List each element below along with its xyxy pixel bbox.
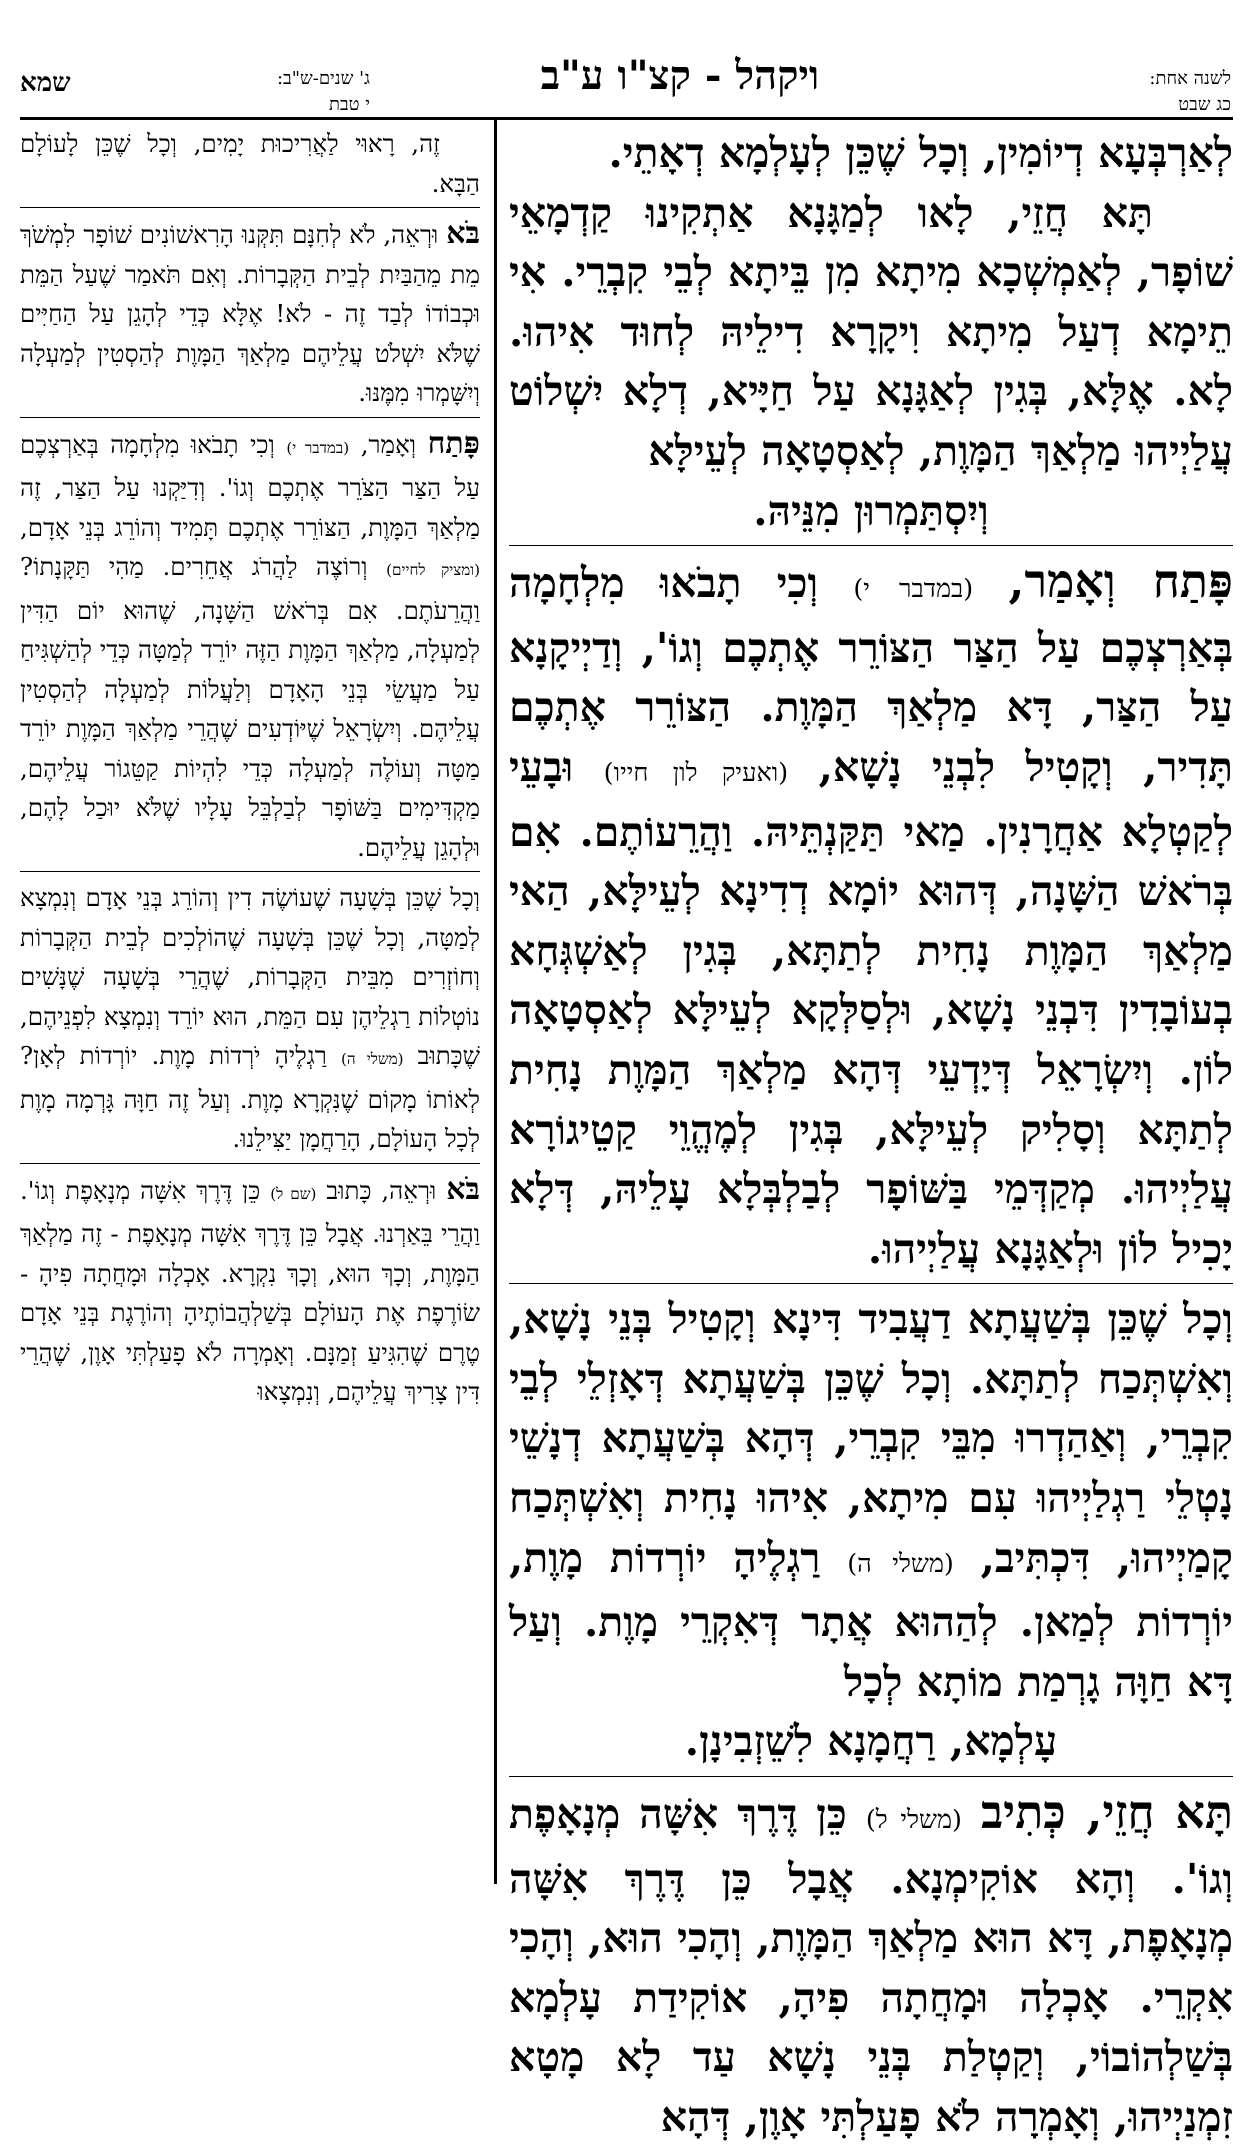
- one-year-schedule-date: כג שבט: [1178, 94, 1231, 115]
- column-divider: [494, 118, 497, 1884]
- main-text-run: וּבָעֵי לְקַטְלָא אַחֲרָנִין. מַאי תַּקַּנְתֵּיהּ. וַהֲרֵעוֹתֶם. אִם בְּרֹאשׁ הַשָּׁנָה, דְּהוּא יוֹמָא דְדִינָא לְעֵילָּא, הַאי מַלְאַךְ הַמָּוֶת נָחִית לְתַתָּא, בְּגִין לְאַשְׁגְּחָא בְעוֹבָדִין דִּבְנֵי נָשָׁא, וּלְסַלְּקָא לְעֵילָּא לְאַסְטָאָה לוֹן. וְיִשְׂרָאֵל דְּיָדְעֵי דְּהָא מַלְאַךְ הַמָּוֶת נָחִית לְתַתָּא וְסָלִיק לְעֵילָּא, בְּגִין לְמֶהֱוֵי קַטֵיגוֹרָא עֲלַיְיהוּ. מְקַדְּמֵי בַּשּׁוֹפָר לְבַלְבְּלָא עָלֵיהּ, דְּלָא יָכִיל לוֹן וּלְאַגָּנָא עֲלַיְיהוּ.: [509, 742, 1233, 1273]
- commentary-text-run: וְכִי תָבֹאוּ מִלְחָמָה בְּאַרְצְכֶם עַל הַצַּר הַצֹּרֵר אֶתְכֶם וְגוֹ'. וְדִיַּקְנוּ עַל הַצַּר, זֶה מַלְאַךְ הַמָּוֶת, הַצּוֹרֵר אֶתְכֶם תָּמִיד וְהוֹרֵג בְּנֵי אָדָם,: [20, 429, 480, 542]
- main-paragraph: לְאַרְבְּעָא דְיוֹמִין, וְכָל שֶׁכֵּן לְעָלְמָא דְאָתֵי.: [608, 129, 1233, 177]
- commentary-paragraph: [20, 214, 480, 413]
- main-paragraph: תָּא חֲזֵי, לָאו לְמַגָּנָא אַתְקִינוּ קַדְמָאֵי שׁוֹפָר, לְאַמְשְׁכָא מִיתָא מִן בֵּיתָא לְבֵי קִבְרֵי. אִי תֵימָא דְעַל מִיתָא וִיקָרָא דִילֵיהּ לְחוּד אִיהוּ. לָא. אֶלָּא, בְּגִין לְאַגָּנָא עַל חַיָּיא, דְלָא יִשְׁלוֹט עֲלַיְיהוּ מַלְאַךְ הַמָּוֶת, לְאַסְטָאָה לְעֵילָּא: [509, 188, 1233, 475]
- main-paragraph: [509, 552, 1233, 1279]
- commentary-text-run: וְרוֹצֶה לַהֲרֹג אֲחֵרִים. מַהִי תַּקָּנָתוֹ? וַהֲרֵעֹתֶם. אִם בְּרֹאשׁ הַשָּׁנָה, שֶׁהוּא יוֹם הַדִּין לְמַעְלָה, מַלְאַךְ הַמָּוֶת הַזֶּה יוֹרֵד לְמַטָּה כְּדֵי לְהַשְׁגִּיחַ עַל מַעֲשֵׂי בְּנֵי הָאָדָם וְלַעֲלוֹת לְמַעְלָה לְהַסְטִין עֲלֵיהֶם. וְיִשְׂרָאֵל שֶׁיּוֹדְעִים שֶׁהֲרֵי מַלְאַךְ הַמָּוֶת יוֹרֵד מַטָּה וְעוֹלֶה לְמַעְלָה כְּדֵי לִהְיוֹת קַטֵּגוֹר עֲלֵיהֶם, מַקְדִּימִים בַּשּׁוֹפָר לְבַלְבֵּל עָלָיו שֶׁלֹּא יוּכַל לָהֶם, וּלְהָגֵן עֲלֵיהֶם.: [20, 552, 480, 862]
- opening-words: פָּתַח וְאָמַר,: [1008, 554, 1234, 609]
- source-reference: (ומציק לחיים): [386, 561, 481, 579]
- main-paragraph: [509, 1783, 1233, 2148]
- commentary-text-run: כֵּן דֶּרֶךְ אִשָּׁה מְנָאָפֶת וְגוֹ'. וַהֲרֵי בֵּאַרְנוּ. אֲבָל כֵּן דֶּרֶךְ אִשָּׁה מְנָאָפֶת - זֶה מַלְאַךְ הַמָּוֶת, וְכָךְ הוּא, וְכָךְ נִקְרָא. אָכְלָה וּמָחֲתָה פִיהָ - שׂוֹרֶפֶת אֶת הָעוֹלָם בְּשַׁלְהֲבוֹתֶיהָ וְהוֹרֶגֶת בְּנֵי אָדָם טֶרֶם שֶׁהִגִּיעַ זְמַנָּם. וְאָמְרָה לֹא פָעַלְתִּי אָוֶן, שֶׁהֲרֵי דִּין צָרִיךְ עֲלֵיהֶם, וְנִמְצָאוּ: [20, 1175, 480, 1406]
- main-text-run: רַגְלֶיהָ יוֹרְדוֹת מָוֶת, יוֹרְדוֹת לְמַאן. לְהַהוּא אֲתָר דְּאִקְרֵי מָוֶת. וְעַל דָּא חַוָּה גָרְמַת מוֹתָא לְכָל: [509, 1533, 1233, 1706]
- source-reference: (ואעיק לון חייו): [603, 756, 789, 787]
- source-reference: (משלי ה): [847, 1547, 954, 1578]
- opening-word: בֹּא: [446, 216, 480, 251]
- commentary-text-run: רַגְלֶיהָ יֹרְדוֹת מָוֶת. יוֹרְדוֹת לְאָן? לְאוֹתוֹ מָקוֹם שֶׁנִּקְרָא מָוֶת. וְעַל זֶה חַוָּה גָּרְמָה מָוֶת לְכָל הָעוֹלָם, הָרַחֲמָן יַצִּילֵנוּ.: [20, 1041, 480, 1153]
- commentary-text-run: וְאָמַר,: [360, 429, 417, 459]
- source-reference: (שם ל): [270, 1184, 317, 1203]
- source-reference: (משלי ל): [865, 1804, 962, 1835]
- source-reference: (במדבר י): [286, 438, 350, 457]
- section-divider: [20, 207, 480, 208]
- opening-word: בֹּא: [446, 1171, 480, 1207]
- opening-words: תָּא חֲזֵי, כְּתִיב: [980, 1785, 1233, 1840]
- header-right-note: [1081, 66, 1231, 118]
- section-divider: [20, 417, 480, 418]
- commentary-paragraph: [20, 1170, 480, 1412]
- commentary-text-run: וּרְאֵה, כָּתוּב: [326, 1175, 437, 1205]
- header-divider: [20, 117, 1233, 120]
- one-year-schedule-label: לשנה אחת:: [1149, 68, 1231, 89]
- main-paragraph-end: וְיִסְתַּמְרוּן מִנֵּיהּ.: [753, 486, 989, 535]
- section-divider: [509, 1283, 1233, 1284]
- main-text-column: [509, 124, 1234, 2141]
- page-header: [0, 0, 1253, 118]
- main-paragraph-end: עָלְמָא, רַחֲמָנָא לִשֵׁזְבִינָן.: [684, 1717, 1058, 1766]
- section-divider: [509, 1776, 1233, 1777]
- source-reference: (במדבר י): [853, 573, 974, 604]
- main-paragraph: [509, 1290, 1233, 1712]
- main-text-run: וְכָל שֶׁכֵּן בְּשַׁעֲתָא דַעֲבִיד דִּינָא וְקָטִיל בְּנֵי נָשָׁא, וְאִשְׁתְּכַח לְתַתָּא. וְכָל שֶׁכֵּן בְּשַׁעֲתָא דְּאָזְלֵי לְבֵי קִבְרֵי, וְאַהַדְרוּ מִבֵּי קִבְרֵי, דְּהָא בְּשַׁעֲתָא דְנָשֵׁי נָטְלֵי רַגְלַיְיהוּ עִם מִיתָא, אִיהוּ נָחִית וְאִשְׁתְּכַח קָמַיְיהוּ, דִּכְתִּיב,: [509, 1295, 1233, 1582]
- commentary-paragraph: [20, 878, 480, 1159]
- source-reference: (משלי ה): [340, 1050, 404, 1068]
- page-title: ויקהל - קצ"ו ע"ב: [540, 52, 820, 99]
- commentary-text-run: וּרְאֵה, לֹא לְחִנָּם תִּקְּנוּ הָרִאשׁוֹנִים שׁוֹפָר לִמְשֹׁךְ מֵת מֵהַבַּיִת לְבֵית הַקְּבָרוֹת. וְאִם תֹּאמַר שֶׁעַל הַמֵּת וּכְבוֹדוֹ לְבַד זֶה - לֹא! אֶלָּא כְּדֵי לְהָגֵן עַל הַחַיִּים שֶׁלֹּא יִשְׁלֹט עֲלֵיהֶם מַלְאַךְ הַמָּוֶת לְהַסְטִין לְמַעְלָה וְיִשָּׁמְרוּ מִמֶּנּוּ.: [20, 220, 480, 407]
- commentary-paragraph: זֶה, רָאוּי לַאֲרִיכוּת יָמִים, וְכָל שֶׁכֵּן לָעוֹלָם הַבָּא.: [20, 129, 480, 198]
- opening-word: פָּתַח: [427, 425, 480, 461]
- section-divider: [20, 1163, 480, 1164]
- main-text-run: וְכִי תָבֹאוּ מִלְחָמָה בְּאַרְצְכֶם עַל הַצַּר הַצּוֹרֵר אֶתְכֶם וְגוֹ', וְדַיְיקָנָא עַל הַצַּר, דָּא מַלְאַךְ הַמָּוֶת. הַצּוֹרֵר אֶתְכֶם תָּדִיר, וְקָטִיל לִבְנֵי נָשָׁא,: [509, 559, 1233, 791]
- three-year-schedule-date: י טבת: [329, 94, 370, 115]
- main-text-run: כֵּן דֶּרֶךְ אִשָּׁה מְנָאָפֶת וְגוֹ'. וְהָא אוֹקִימְנָא. אֲבָל כֵּן דֶּרֶךְ אִשָּׁה מְנָאָפֶת, דָּא הוּא מַלְאַךְ הַמָּוֶת, וְהָכִי הוּא, וְהָכִי אִקְרֵי. אָכְלָה וּמָחֲתָה פִיהָ, אוֹקִידַת עָלְמָא בְּשַׁלְהוֹבוֹי, וְקַטְלַת בְּנֵי נָשָׁא עַד לָא מָטָא זִמְנַיְיהוּ, וְאָמְרָה לֹא פָעַלְתִּי אָוֶן, דְּהָא: [509, 1790, 1233, 2141]
- header-mid-note: [150, 66, 370, 118]
- commentary-column: [20, 124, 480, 1874]
- commentary-text-run: וְכָל שֶׁכֵּן בְּשָׁעָה שֶׁעוֹשֶׂה דִין וְהוֹרֵג בְּנֵי אָדָם וְנִמְצָא לְמַטָּה, וְכָל שֶׁכֵּן בְּשָׁעָה שֶׁהוֹלְכִים לְבֵית הַקְּבָרוֹת וְחוֹזְרִים מִבֵּית הַקְּבָרוֹת, שֶׁהֲרֵי בְּשָׁעָה שֶׁנָּשִׁים נוֹטְלוֹת רַגְלֵיהֶן עִם הַמֵּת, הוּא יוֹרֵד וְנִמְצָא לִפְנֵיהֶם, שֶׁכָּתוּב: [20, 883, 480, 1070]
- commentary-paragraph: [20, 424, 480, 868]
- section-divider: [509, 545, 1233, 546]
- page-number-label: שמא: [20, 68, 71, 98]
- three-year-schedule-label: ג' שנים-ש"ב:: [276, 68, 370, 89]
- section-divider: [20, 871, 480, 872]
